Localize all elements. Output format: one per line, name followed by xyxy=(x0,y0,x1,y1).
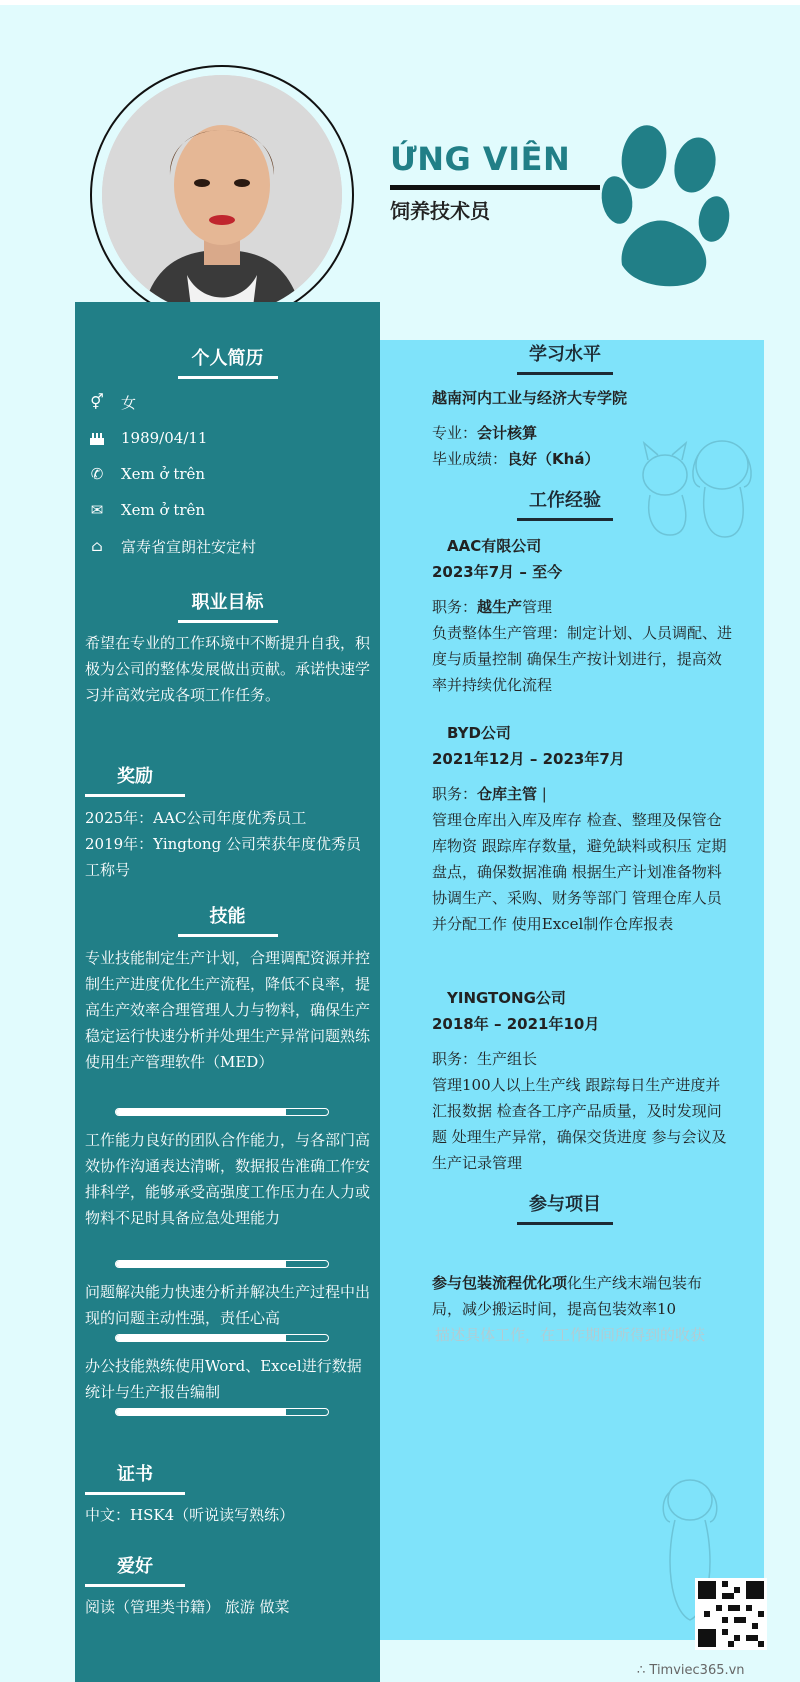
email-value: Xem ở trên xyxy=(121,501,206,519)
skill-level-bar xyxy=(115,1260,329,1268)
company-name: AAC有限公司 xyxy=(447,537,542,555)
skill-level-fill xyxy=(116,1261,286,1267)
skill-text: 专业技能制定生产计划，合理调配资源并控制生产进度优化生产流程，降低不良率，提高生产效率合理管理人力与物料，确保生产稳定运行快速分析并处理生产异常问题熟练使用生产管理软件（MED） xyxy=(85,949,371,1071)
avatar xyxy=(102,75,342,315)
gender-icon: ⚥ xyxy=(90,393,104,411)
job-description: 负责整体生产管理：制定计划、人员调配、进度与质量控制 确保生产按计划进行，提高效率并持续优化流程 xyxy=(432,624,733,694)
address-value: 富寿省宣朗社安定村 xyxy=(121,537,257,556)
email-row xyxy=(85,498,205,522)
project-text: 参与包装流程优化项化生产线末端包装布局，减少搬运时间，提高包装效率10 xyxy=(432,1274,703,1318)
left-sidebar xyxy=(75,302,380,1682)
major-line: 专业：会计核算 xyxy=(432,424,538,442)
skill-level-bar xyxy=(115,1108,329,1116)
job-role: 职务：仓库主管 | xyxy=(432,785,547,803)
gender-row xyxy=(85,390,136,414)
birthday-value: 1989/04/11 xyxy=(121,429,208,447)
hobbies-heading: 爱好 xyxy=(85,1552,185,1587)
school-name: 越南河内工业与经济大专学院 xyxy=(432,389,628,407)
skills-heading: 技能 xyxy=(75,902,380,937)
personal-heading: 个人简历 xyxy=(75,344,380,379)
objective-text: 希望在专业的工作环境中不断提升自我，积极为公司的整体发展做出贡献。承诺快速学习并高效完成各项工作任务。 xyxy=(85,634,371,704)
skill-level-fill xyxy=(116,1109,286,1115)
phone-value: Xem ở trên xyxy=(121,465,206,483)
job-period: 2021年12月 – 2023年7月 xyxy=(432,750,625,768)
birthday-row xyxy=(85,426,207,450)
company-name: BYD公司 xyxy=(447,724,511,742)
education-heading: 学习水平 xyxy=(510,340,620,375)
job-role: 职务：生产组长 xyxy=(432,1050,538,1068)
gender-value: 女 xyxy=(121,393,137,412)
skill-text: 问题解决能力快速分析并解决生产过程中出现的问题主动性强，责任心高 xyxy=(85,1283,371,1327)
skill-level-bar xyxy=(115,1408,329,1416)
award-item: 2019年：Yingtong 公司荣获年度优秀员工称号 xyxy=(85,835,361,879)
brand-icon: ∴ xyxy=(637,1663,650,1678)
grade-value: 良好（Khá） xyxy=(507,450,600,468)
main-content xyxy=(380,340,764,1640)
job-period: 2023年7月 – 至今 xyxy=(432,563,563,581)
certificates-heading: 证书 xyxy=(85,1460,185,1495)
major-value: 会计核算 xyxy=(477,424,538,442)
home-icon: ⌂ xyxy=(91,537,103,555)
skill-text: 工作能力良好的团队合作能力，与各部门高效协作沟通表达清晰，数据报告准确工作安排科学，能够承受高强度工作压力在人力或物料不足时具备应急处理能力 xyxy=(85,1131,371,1227)
address-row xyxy=(85,534,256,558)
cake-icon xyxy=(85,428,109,448)
company-name: YINGTONG公司 xyxy=(447,989,566,1007)
title-divider xyxy=(390,185,600,190)
certificate-text: 中文：HSK4（听说读写熟练） xyxy=(85,1506,295,1524)
experience-heading: 工作经验 xyxy=(510,486,620,521)
grade-line: 毕业成绩：良好（Khá） xyxy=(432,450,600,468)
resume-page xyxy=(0,5,800,1682)
job-description: 管理100人以上生产线 跟踪每日生产进度并汇报数据 检查各工序产品质量，及时发现问题 处理生产异常，确保交货进度 参与会议及生产记录管理 xyxy=(432,1076,727,1172)
phone-row xyxy=(85,462,205,486)
candidate-name: ỨNG VIÊN xyxy=(390,140,571,178)
qr-code xyxy=(695,1578,767,1650)
skill-level-bar xyxy=(115,1334,329,1342)
job-role: 职务：越生产管理 xyxy=(432,598,553,616)
brand-watermark: ∴ Timviec365.vn xyxy=(637,1663,745,1678)
paw-print-icon xyxy=(592,115,732,291)
skill-level-fill xyxy=(116,1335,286,1341)
objective-heading: 职业目标 xyxy=(75,588,380,623)
avatar-frame xyxy=(90,65,354,325)
job-title: 饲养技术员 xyxy=(390,199,490,223)
phone-icon: ✆ xyxy=(90,465,104,483)
hobbies-text: 阅读（管理类书籍） 旅游 做菜 xyxy=(85,1598,290,1616)
project-title: 参与包装流程优化项 xyxy=(432,1274,568,1292)
award-item: 2025年：AAC公司年度优秀员工 xyxy=(85,809,307,827)
job-period: 2018年 – 2021年10月 xyxy=(432,1015,600,1033)
projects-heading: 参与项目 xyxy=(510,1190,620,1225)
envelope-icon: ✉ xyxy=(90,501,104,519)
skill-text: 办公技能熟练使用Word、Excel进行数据统计与生产报告编制 xyxy=(85,1357,362,1401)
awards-heading: 奖励 xyxy=(85,762,185,797)
project-placeholder[interactable]: 描述具体工作，在工作期间所得到的收获 xyxy=(435,1326,706,1344)
job-description: 管理仓库出入库及库存 检查、整理及保管仓库物资 跟踪库存数量，避免缺料或积压 定期盘点，确保数据准确 根据生产计划准备物料 协调生产、采购、财务等部门 管理仓库人员并分配工作 使用Excel制作仓库报表 xyxy=(432,811,727,933)
skill-level-fill xyxy=(116,1409,286,1415)
